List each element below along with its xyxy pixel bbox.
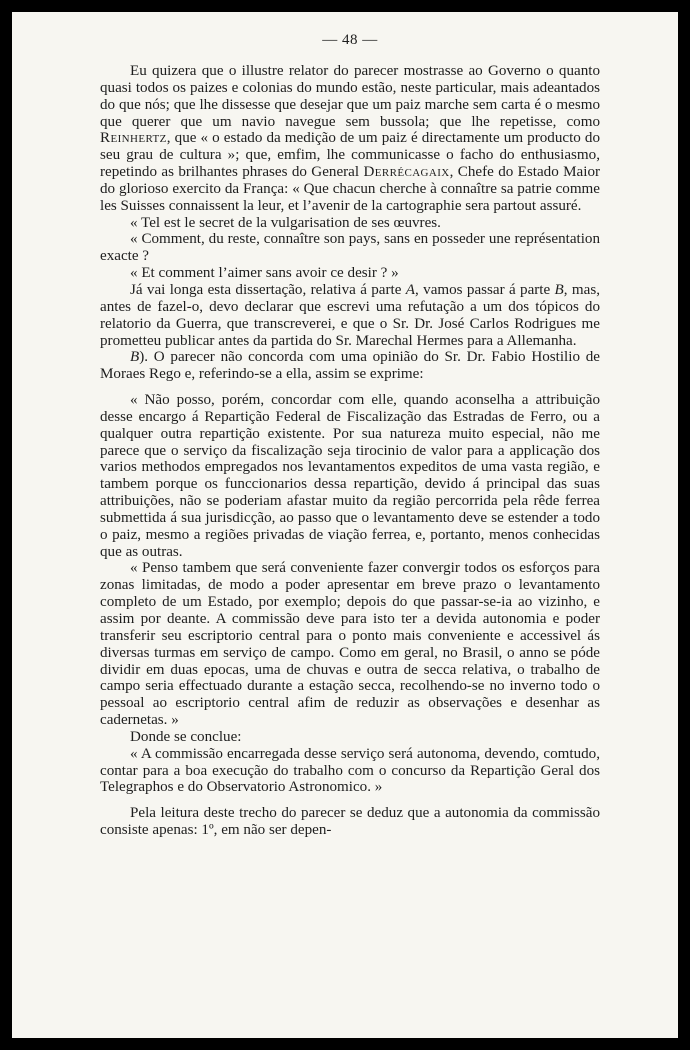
paragraph-p5	[100, 282, 600, 349]
paragraph-p8	[100, 560, 600, 728]
text-segment: « Penso tambem que será conveniente fazer convergir todos os esforços para zonas limitadas, de modo a poder apresentar em breve prazo o levantamento completo de um Estado, por exemplo; depois do que passar-se-ia ao vizinho, e assim por deante. A commissão deve para isto ter a devida autonomia e poder transferir seu escriptorio central para o ponto mais conveniente e accessivel ás diversas turmas em serviço de campo. Como em geral, no Brasil, o anno se póde dividir em duas epocas, uma de chuvas e outra de secca relativa, o trabalho de campo seria effectuado durante a estação secca, recolhendo-se no inverno todo o pessoal ao escriptorio central afim de reduzir as observações e desenhar as cadernetas. »	[100, 560, 600, 729]
paragraph-p6	[100, 349, 600, 383]
text-segment: Eu quizera que o illustre relator do parecer mostrasse ao Governo o quanto quasi todos os paizes e colonias do mundo estão, neste particular, mais adeantados do que nós; que lhe dissesse que desejar que um paiz marche sem carta é o mesmo que querer que um navio navegue sem bussola; que lhe repetisse, como	[100, 63, 600, 130]
paragraph-p9	[100, 729, 600, 746]
text-segment: « Et comment l’aimer sans avoir ce desir ? »	[130, 265, 399, 282]
text-segment: « Tel est le secret de la vulgarisation de ses œuvres.	[130, 214, 441, 231]
text-segment: Pela leitura deste trecho do parecer se deduz que a autonomia da commissão consiste apenas: 1º, em não ser depen-	[100, 805, 600, 839]
text-segment: B	[130, 349, 140, 366]
paragraph-p4	[100, 265, 600, 282]
document-page	[12, 12, 678, 1038]
text-segment: Já vai longa esta dissertação, relativa á parte	[130, 281, 406, 298]
text-segment: , Chefe do Estado Maior do glorioso exercito da França: « Que chacun cherche à connaître sa patrie comme les Suisses connaissent la leur, et l’avenir de la cartographie sera partout assuré.	[100, 164, 601, 214]
paragraph-p1	[100, 63, 600, 215]
text-segment: Donde se conclue:	[130, 728, 242, 745]
text-segment: Derrécagaix	[363, 164, 450, 181]
text-segment: , vamos passar á parte	[415, 281, 555, 298]
paragraph-p11	[100, 805, 600, 839]
text-segment: « A commissão encarregada desse serviço será autonoma, devendo, comtudo, contar para a boa execução do trabalho com o concurso da Repartição Geral dos Telegraphos e do Observatorio Astronomico. »	[100, 745, 600, 796]
paragraph-p7	[100, 392, 600, 560]
text-segment: B	[554, 281, 564, 298]
paragraph-p2	[100, 215, 600, 232]
text-segment: « Não posso, porém, concordar com elle, quando aconselha a attribuição desse encargo á Repartição Federal de Fiscalização das Estradas de Ferro, ou a qualquer outra repartição existente. Por sua natureza muito especial, não me parece que o serviço da fiscalização seja tirocinio de valor para a applicação dos varios methodos empregados nos levantamentos expeditos de uma vasta região, e tambem porque os funccionarios dessa repartição, devido á principal das suas attribuições, não se poderiam afastar muito da região percorrida pela rêde ferrea submettida á sua jurisdicção, ao passo que o levantamento deve se estender a todo o paiz, mesmo a regiões privadas de viação ferrea, e, portanto, menos conhecidas que as outras.	[100, 392, 600, 560]
text-segment: , mas, antes de fazel-o, devo declarar que escrevi uma refutação a um dos tópicos do relatorio da Guerra, que transcreverei, e que o Sr. Dr. José Carlos Rodrigues me prometteu publicar antes da partida do Sr. Marechal Hermes para a Allemanha.	[100, 281, 600, 349]
text-segment: , que « o estado da medição de um paiz é directamente um producto do seu grau de cultura »; que, emfim, lhe communicasse o facho do enthusiasmo, repetindo as brilhantes phrases do General	[100, 130, 600, 181]
text-segment: Reinhertz	[100, 130, 167, 147]
text-segment: A	[405, 281, 416, 298]
paragraph-p10	[100, 746, 600, 797]
paragraph-p3	[100, 231, 600, 265]
text-segment: ). O parecer não concorda com uma opinião do Sr. Dr. Fabio Hostilio de Moraes Rego e, referindo-se a ella, assim se exprime:	[100, 349, 600, 383]
text-segment: « Comment, du reste, connaître son pays, sans en posseder une représentation exacte ?	[100, 231, 600, 265]
body-text	[100, 63, 600, 839]
page-number: — 48 —	[322, 32, 378, 48]
